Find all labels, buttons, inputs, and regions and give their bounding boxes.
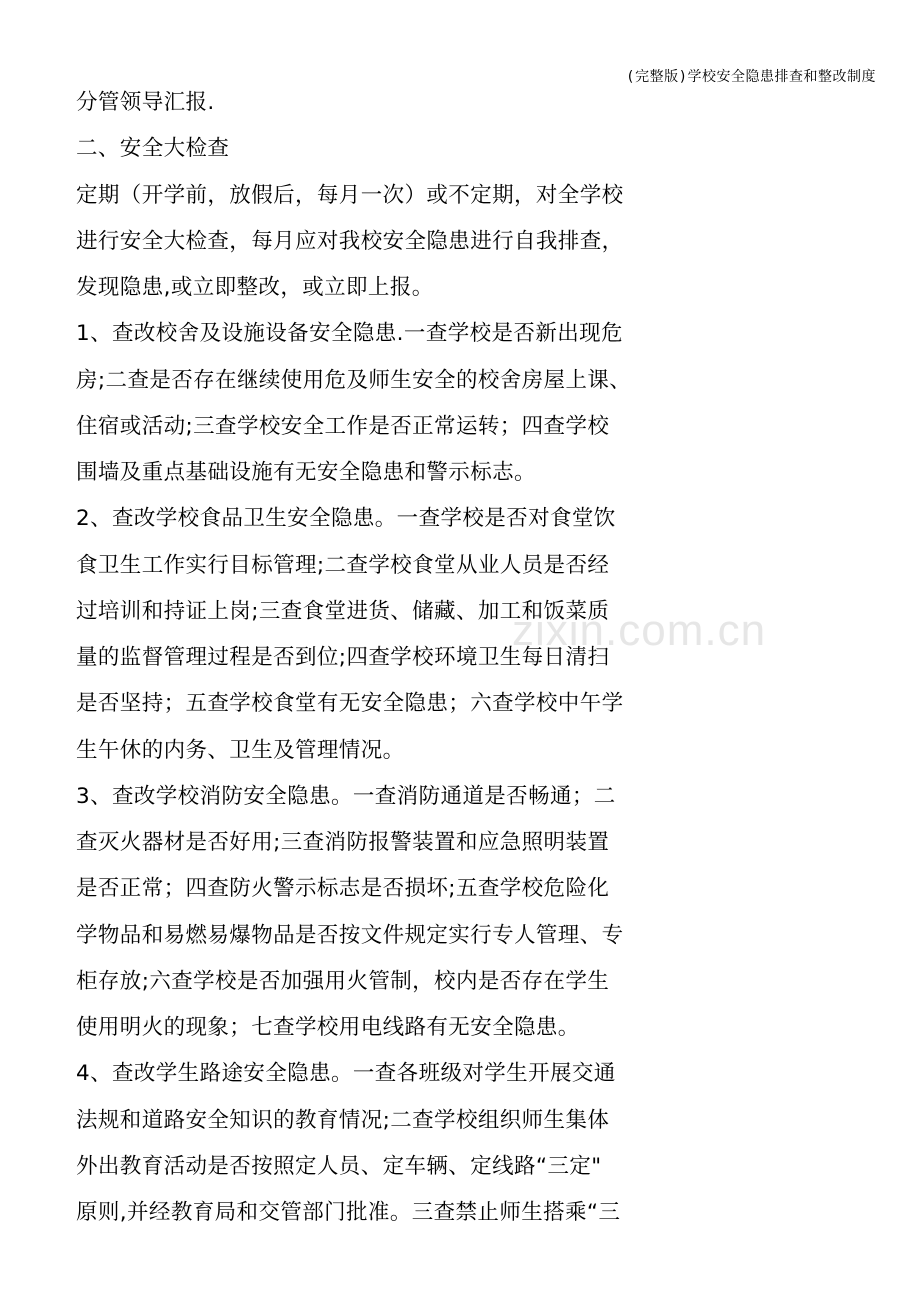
text-line: 住宿或活动;三查学校安全工作是否正常运转；四查学校 <box>76 413 610 439</box>
text-line: 4、查改学生路途安全隐患。一查各班级对学生开展交通 <box>76 1061 616 1087</box>
text-line: 量的监督管理过程是否到位;四查学校环境卫生每日清扫 <box>76 645 610 670</box>
section-heading: 二、安全大检查 <box>76 136 230 162</box>
text-line: 外出教育活动是否按照定人员、定车辆、定线路“三定" <box>76 1153 602 1179</box>
text-line: 房;二查是否存在继续使用危及师生安全的校舍房屋上课、 <box>76 367 632 393</box>
text-line: 3、查改学校消防安全隐患。一查消防通道是否畅通；二 <box>76 783 616 809</box>
text-line: 食卫生工作实行目标管理;二查学校食堂从业人员是否经 <box>76 552 610 578</box>
text-line: 围墙及重点基础设施有无安全隐患和警示标志。 <box>76 460 536 485</box>
text-line: 过培训和持证上岗;三查食堂进货、储藏、加工和饭菜质 <box>76 598 610 624</box>
page-header-title: (完整版)学校安全隐患排查和整改制度 <box>626 69 876 85</box>
text-line: 定期（开学前，放假后，每月一次）或不定期，对全学校 <box>76 182 624 208</box>
text-line: 使用明火的现象；七查学校用电线路有无安全隐患。 <box>76 1015 580 1040</box>
text-line: 是否坚持；五查学校食堂有无安全隐患；六查学校中午学 <box>76 691 624 717</box>
text-line: 查灭火器材是否好用;三查消防报警装置和应急照明装置 <box>76 830 610 855</box>
text-line: 法规和道路安全知识的教育情况;二查学校组织师生集体 <box>76 1107 610 1133</box>
text-line: 学物品和易燃易爆物品是否按文件规定实行专人管理、专 <box>76 922 624 948</box>
text-line: 生午休的内务、卫生及管理情况。 <box>76 737 405 763</box>
text-line: 柜存放;六查学校是否加强用火管制，校内是否存在学生 <box>76 968 610 994</box>
text-line: 2、查改学校食品卫生安全隐患。一查学校是否对食堂饮 <box>76 506 616 532</box>
text-line: 1、查改校舍及设施设备安全隐患.一查学校是否新出现危 <box>76 321 623 347</box>
text-line: 分管领导汇报. <box>76 90 215 115</box>
document-body <box>76 80 676 1236</box>
text-line: 原则,并经教育局和交管部门批准。三查禁止师生搭乘“三 <box>76 1200 621 1225</box>
watermark-text: zixin.com.cn <box>512 606 767 655</box>
text-line: 进行安全大检查，每月应对我校安全隐患进行自我排查， <box>76 228 624 254</box>
text-line: 发现隐患,或立即整改，或立即上报。 <box>76 275 434 300</box>
text-line: 是否正常；四查防火警示标志是否损坏;五查学校危险化 <box>76 876 610 902</box>
